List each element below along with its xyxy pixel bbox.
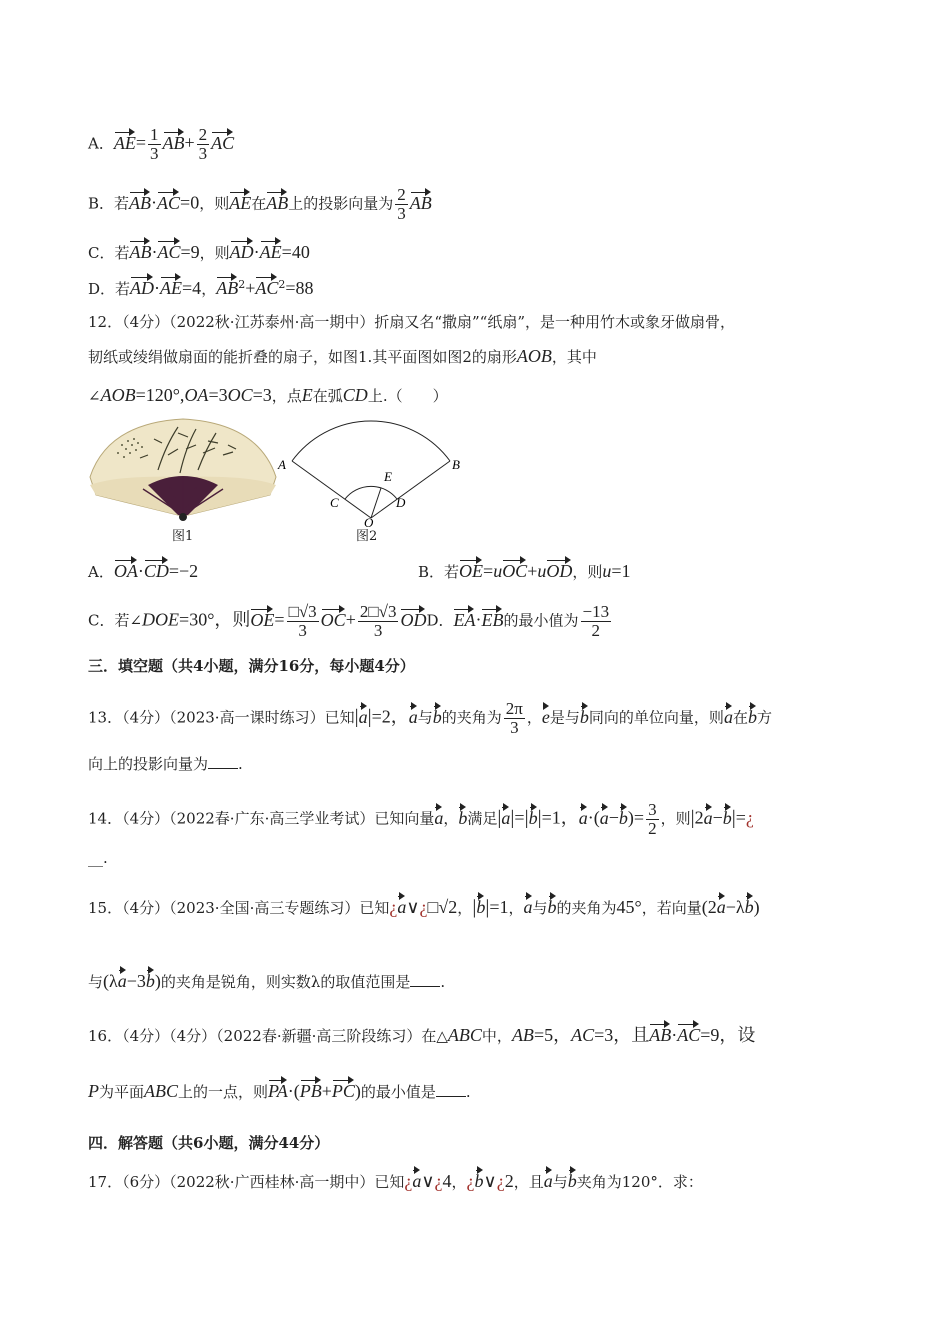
q13-answer-blank[interactable] [208,754,238,769]
q15-answer-blank[interactable] [410,972,440,987]
section-4-heading: 四．解答题（共6小题，满分44分） [88,1134,330,1152]
point-e-label: E [384,469,392,484]
sector-diagram [275,415,470,530]
point-b-label: B [452,457,460,472]
q11-option-d: D．若AD·AE=4，$AB^2+AC^2=88$ [88,274,314,299]
fan-photo-figure [88,415,278,525]
q12-stem-line1: 12．（4分）（2022秋·江苏泰州·高一期中）折扇又名“撒扇”“纸扇”，是一种用竹木或象牙做扇骨， [88,313,736,331]
point-o-label: O [364,515,374,530]
q14-stem-line1: 14．（4分）（2022春·广东·高三学业考试）已知向量a，b满足|a|=|b|=1，a·(a−b)= $\frac{3}{2}$ ，则|2a−b|=¿ [88,800,754,838]
q11-option-c: C．若AB·AC=9，则AD·AE=40 [88,238,310,263]
q13-stem-line2: 向上的投影向量为 . [88,755,243,773]
q17-stem-line1: 17．（6分）（2022秋·广西桂林·高一期中）已知¿a∨¿4，¿b∨¿2，且a与b夹角为120°．求： [88,1167,703,1192]
section-3-heading: 三．填空题（共4小题，满分16分，每小题4分） [88,657,415,675]
figure2-caption: 图2 [356,529,378,544]
point-d-label: D [396,495,406,510]
q13-stem-line1: 13．（4分）（2023·高一课时练习）已知|a|=2，a与b的夹角为 $\frac{2\pi}{3}$ ，e是与b同向的单位向量，则a在b方 [88,699,772,737]
point-a-label: A [278,457,286,472]
q12-option-c-and-d: C．若∠DOE=30°，则OE= $\frac{□√3}{3}$ OC+ $\frac{2□√3}{3}$ ODD．EA·EB的最小值为 $\frac{-13}{2}$ [88,602,610,640]
q14-stem-line2: __. [88,849,108,867]
q16-answer-blank[interactable] [436,1082,466,1097]
q12-stem-line2: 韧纸或绫绢做扇面的能折叠的扇子，如图1.其平面图如图2的扇形AOB，其中 [88,346,597,366]
q15-stem-line1: 15．（4分）（2023·全国·高三专题练习）已知¿a∨¿□√2，|b|=1，a与b的夹角为45°，若向量(2a−λb) [88,893,760,918]
q11-option-b: B．若AB·AC=0，则AE在AB上的投影向量为 $\frac{2}{3}$ AB [88,185,432,223]
q16-stem-line1: 16．（4分）（4分）（2022春·新疆·高三阶段练习）在△ABC中，AB=5，AC=3，且AB·AC=9，设 [88,1021,755,1046]
q15-stem-line2: 与(λa−3b)的夹角是锐角，则实数λ的取值范围是 . [88,967,445,992]
figure1-caption: 图1 [172,529,194,544]
q12-option-a: A．OA·CD=−2 [88,557,198,582]
q11-option-a: A．AE= $\frac{1}{3}$ AB+ $\frac{2}{3}$ AC [88,125,235,163]
q12-stem-line3: ∠AOB=120°,OA=3OC=3，点E在弧CD上.（ ） [88,385,448,405]
q12-option-b: B．若OE=uOC+uOD，则u=1 [418,557,631,582]
point-c-label: C [330,495,339,510]
q16-stem-line2: P为平面ABC上的一点，则PA·(PB+PC)的最小值是 . [88,1077,471,1102]
